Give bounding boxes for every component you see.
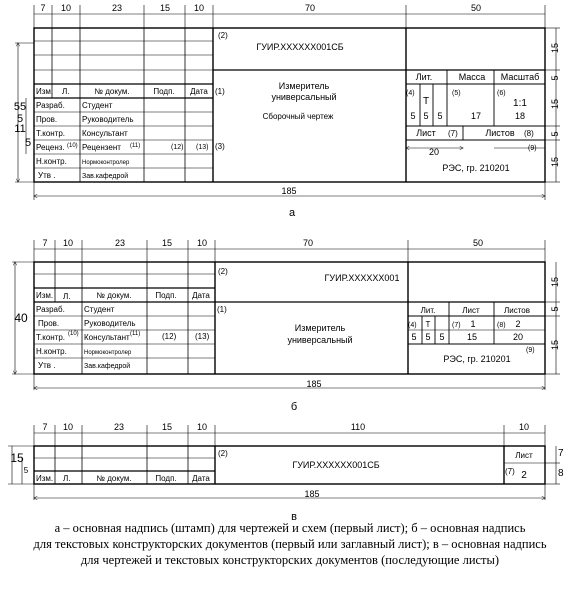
sub-b-5a: 5 (411, 332, 417, 342)
label-a: а (288, 207, 296, 219)
sub-b-15: 15 (466, 332, 478, 342)
right-b-5: 5 (550, 306, 560, 312)
name-b-5: Зав.кафедрой (84, 363, 131, 370)
num-a-9: (9) (528, 145, 537, 152)
dim-b-10b: 10 (196, 238, 208, 248)
dim-c-10: 10 (62, 422, 74, 432)
num-c-2: (2) (218, 449, 228, 458)
dim-a-15: 15 (159, 3, 171, 13)
num-b-7: (7) (452, 322, 461, 329)
right-a-15c: 15 (550, 156, 560, 168)
name-b-4: Нормоконтролер (84, 350, 132, 356)
title-a-3: Сборочный чертеж (262, 112, 334, 121)
sub-b-20: 20 (512, 332, 524, 342)
num-a-12: (12) (171, 144, 184, 151)
num-a-2: (2) (218, 31, 228, 40)
sheets-val-b: 2 (515, 319, 521, 329)
num-b-9: (9) (526, 347, 535, 354)
left-b-40: 40 (14, 311, 28, 325)
sheets-a: Листов (485, 128, 515, 138)
org-b: РЭС, гр. 210201 (443, 354, 511, 364)
dim-b-10: 10 (62, 238, 74, 248)
caption-line-3: для чертежей и текстовых конструкторских документов (последующие листы) (80, 553, 500, 567)
hdr-c-l: Л. (63, 474, 71, 483)
row-a-6: Утв . (38, 171, 56, 180)
num-a-1: (1) (215, 87, 225, 96)
lit-b: Лит. (420, 306, 436, 315)
code-c: ГУИР.XXXXXX001СБ (292, 460, 380, 470)
right-c-7: 7 (558, 448, 564, 459)
massa-a: Масса (458, 72, 486, 82)
num-a-6: (6) (497, 90, 506, 97)
total-c: 185 (304, 489, 320, 499)
sub-a-5c: 5 (437, 111, 443, 121)
num-b-1: (1) (217, 305, 227, 314)
right-b-15a: 15 (550, 276, 560, 288)
right-a-15a: 15 (550, 42, 560, 54)
name-a-2: Руководитель (82, 115, 134, 124)
name-a-4: Рецензент (82, 143, 121, 152)
sub-a-18: 18 (514, 111, 526, 121)
name-b-3: Консультант (84, 333, 130, 342)
num-c-7: (7) (505, 467, 515, 476)
name-a-6: Зав.кафедрой (82, 173, 129, 180)
dim-b-15: 15 (161, 238, 173, 248)
num-a-7: (7) (448, 129, 458, 138)
hdr-c-izm: Изм. (36, 474, 54, 483)
num-b-12: (12) (162, 332, 177, 341)
left-a-11: 11 (14, 123, 26, 135)
hdr-c-date: Дата (192, 474, 210, 483)
hdr-a-date: Дата (190, 87, 208, 96)
sheet-val-b: 1 (470, 319, 476, 329)
num-a-10: (10) (67, 143, 78, 149)
dim-c-110: 110 (350, 422, 366, 432)
hdr-b-doc: № докум. (96, 291, 132, 300)
drawing-c-text (10, 422, 564, 523)
drawing-c (8, 425, 560, 500)
hdr-a-l: Л. (62, 87, 70, 96)
sheet-c: Лист (515, 451, 533, 460)
total-b: 185 (306, 379, 322, 389)
num-a-11: (11) (130, 143, 141, 149)
hdr-a-izm: Изм. (36, 87, 54, 96)
right-a-5a: 5 (550, 75, 560, 81)
dim-b-50: 50 (472, 238, 484, 248)
name-a-5: Нормоконтролер (82, 160, 130, 166)
dim-a-23: 23 (111, 3, 123, 13)
sub-a-5a: 5 (410, 111, 416, 121)
row-b-4: Н.контр. (36, 347, 67, 356)
num-b-4: (4) (408, 322, 417, 329)
caption-line-1: а – основная надпись (штамп) для чертежей и схем (первый лист); б – основная надпись (54, 521, 526, 535)
dim-a-7: 7 (40, 3, 46, 13)
dim-c-15: 15 (161, 422, 173, 432)
hdr-b-izm: Изм. (36, 291, 54, 300)
num-b-11: (11) (130, 331, 141, 337)
num-a-8: (8) (524, 129, 534, 138)
title-b-2: универсальный (287, 335, 353, 345)
hdr-a-sign: Подп. (153, 87, 175, 96)
title-a-1: Измеритель (278, 81, 330, 91)
left-c-15: 15 (10, 451, 24, 465)
org-a: РЭС, гр. 210201 (442, 163, 510, 173)
num-a-5: (5) (452, 90, 461, 97)
sheet-b: Лист (462, 306, 480, 315)
t-val-a: T (422, 96, 430, 107)
num-a-4: (4) (406, 90, 415, 97)
total-a: 185 (281, 186, 297, 196)
dim-a-10b: 10 (193, 3, 205, 13)
dim-a-70: 70 (304, 3, 316, 13)
dim-c-23: 23 (113, 422, 125, 432)
right-b-15b: 15 (550, 339, 560, 351)
hdr-c-sign: Подп. (155, 474, 177, 483)
sub-b-5b: 5 (425, 332, 431, 342)
dim-c-7: 7 (42, 422, 48, 432)
name-a-1: Студент (82, 101, 113, 110)
hdr-b-sign: Подп. (155, 291, 177, 300)
lit-a: Лит. (415, 72, 433, 82)
right-c-8: 8 (558, 468, 564, 479)
code-b: ГУИР.XXXXXX001 (324, 273, 400, 283)
hdr-a-doc: № докум. (94, 87, 130, 96)
drawing-a-text (14, 3, 560, 219)
title-a-2: универсальный (271, 92, 337, 102)
label-c: в (291, 511, 297, 523)
left-a-5b: 5 (24, 137, 32, 149)
caption (0, 520, 580, 568)
num-b-2: (2) (218, 267, 228, 276)
row-a-1: Разраб. (36, 101, 65, 110)
name-b-1: Студент (84, 305, 115, 314)
row-a-3: Т.контр. (36, 129, 66, 138)
hdr-b-date: Дата (192, 291, 210, 300)
t-val-b: T (425, 320, 431, 329)
label-b: б (290, 401, 298, 413)
scale-val-a: 1:1 (513, 98, 527, 109)
dim-a-50: 50 (470, 3, 482, 13)
right-a-15b: 15 (550, 98, 560, 110)
name-a-3: Консультант (82, 129, 128, 138)
row-b-1: Разраб. (36, 305, 65, 314)
num-a-3: (3) (215, 142, 225, 151)
row-b-2: Пров. (38, 319, 60, 328)
left-c-5: 5 (23, 466, 29, 475)
masshtab-a: Масштаб (500, 72, 540, 82)
drawing-b-text (14, 238, 560, 413)
sheets-b: Листов (504, 306, 530, 315)
dim-c-10b: 10 (196, 422, 208, 432)
name-b-2: Руководитель (84, 319, 136, 328)
num-a-13: (13) (196, 144, 209, 151)
left-a-55: 55 (13, 101, 27, 113)
sheet-a: Лист (416, 128, 436, 138)
row-a-5: Н.контр. (36, 157, 67, 166)
row-a-4: Реценз. (36, 143, 65, 152)
sub-a-20: 20 (428, 147, 440, 157)
dim-c-10c: 10 (518, 422, 530, 432)
caption-line-2: для текстовых конструкторских документов (первый или заглавный лист); в – основная надпись (33, 537, 547, 551)
num-b-13: (13) (195, 332, 210, 341)
code-a: ГУИР.XXXXXX001СБ (256, 42, 344, 52)
sub-a-5b: 5 (423, 111, 429, 121)
num-b-10: (10) (68, 331, 79, 337)
hdr-b-l: Л. (63, 292, 71, 301)
title-b-1: Измеритель (294, 323, 346, 333)
hdr-c-doc: № докум. (96, 474, 132, 483)
num-b-8: (8) (497, 322, 506, 329)
row-a-2: Пров. (36, 115, 58, 124)
sheet-val-c: 2 (521, 470, 527, 481)
dim-b-7: 7 (42, 238, 48, 248)
left-a-5a: 5 (16, 113, 24, 125)
dim-b-70: 70 (302, 238, 314, 248)
dim-b-23: 23 (114, 238, 126, 248)
row-b-3: Т.контр. (36, 333, 66, 342)
dim-a-10: 10 (60, 3, 72, 13)
sub-b-5c: 5 (439, 332, 445, 342)
right-a-5b: 5 (550, 131, 560, 137)
sub-a-17: 17 (470, 111, 482, 121)
row-b-5: Утв . (38, 361, 56, 370)
